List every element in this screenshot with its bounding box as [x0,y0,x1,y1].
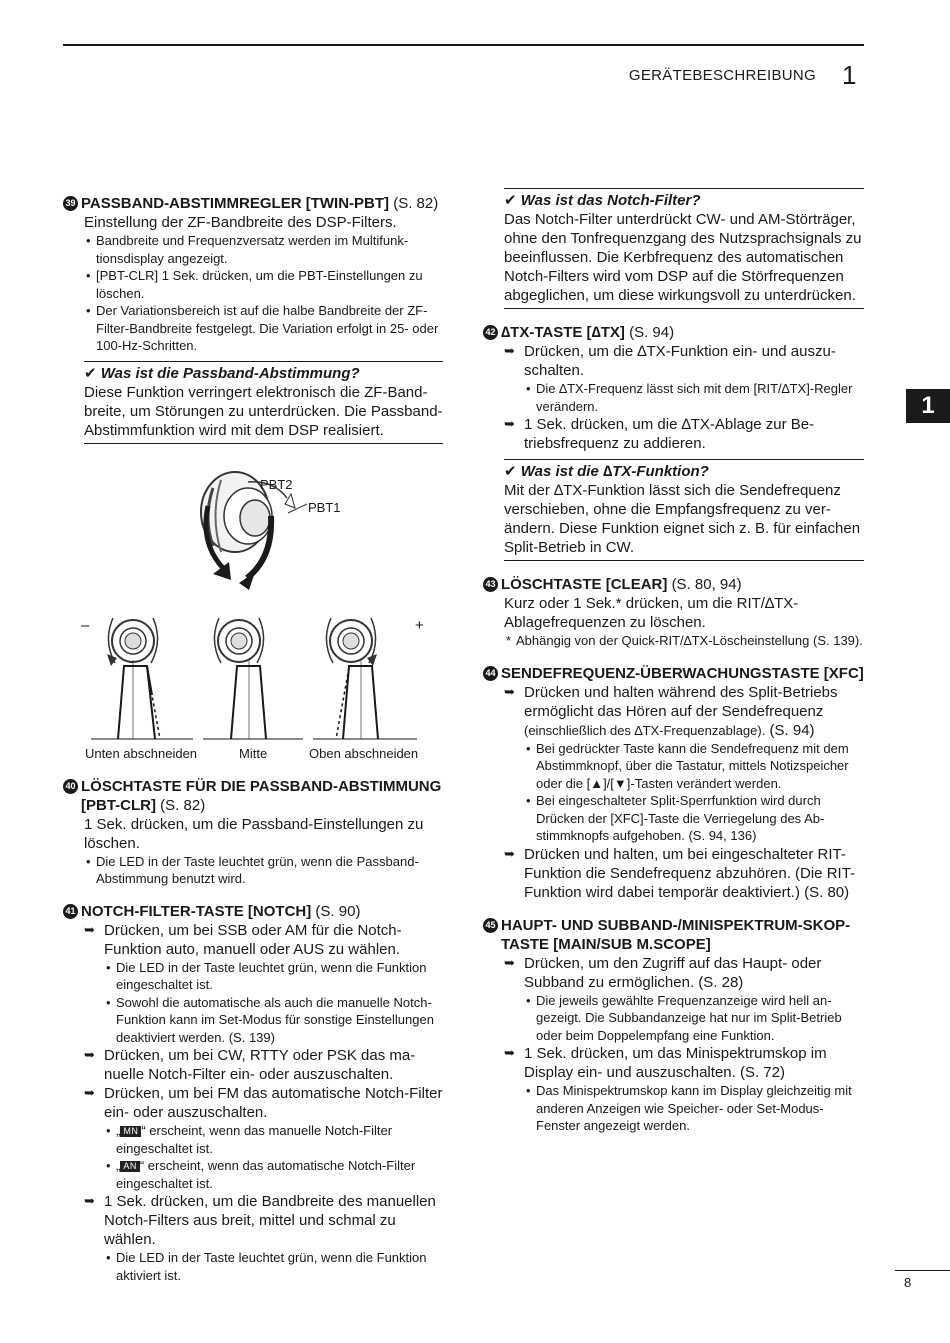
bullet-item: • Sowohl die automatische als auch die manuelle Notch-Funktion kann im Set-Modus für sonstige Einstellungen deaktiviert werden. (S. 139) [104,994,443,1047]
action-item: ➥ Drücken, um den Zugriff auf das Haupt- oder Subband zu ermöglichen. (S. 28) [504,954,864,992]
action-small-text: (einschließlich des ∆TX-Frequenzablage). [524,722,766,738]
section-title: SENDEFREQUENZ-ÜBERWACHUNGSTASTE [XFC] [501,664,864,682]
section-39 [63,194,443,763]
bullet-item: • Die LED in der Taste leuchtet grün, wenn die Funktion eingeschaltet ist. [104,959,443,994]
action-item: ➥ Drücken und halten, um bei eingeschalteter RIT-Funktion die Sendefrequenz abzuhören. (Die RIT-Funktion wird dabei temporär deaktiviert.) (S. 80) [504,845,864,902]
label-plus: + [415,616,424,634]
bullet-item: • Das Minispektrumskop kann im Display gleichzeitig mit anderen Anzeigen wie Speicher- oder Set-Modus-Fenster angezeigt werden. [524,1082,864,1135]
section-title-text: ∆TX-TASTE [∆TX] [501,324,625,341]
bullet-item: • Bei gedrückter Taste kann die Sendefrequenz mit dem Abstimmknopf, über die Tastatur, mittels Notizspeicher oder die [▲]/[▼]-Tasten verändert werden. [524,740,864,793]
section-description: Einstellung der ZF-Bandbreite des DSP-Filters. [84,214,397,231]
label-pbt1: PBT1 [308,499,341,515]
mn-indicator-badge: MN [120,1126,141,1137]
passband-mid-drawing [203,660,303,739]
chapter-side-tab: 1 [906,389,950,423]
section-heading [63,902,443,921]
caption-center: Mitte [239,745,268,761]
page-ref: (S. 82) [160,796,206,814]
info-box-passband [84,361,443,444]
quote-mark: „ [116,1123,121,1138]
section-40 [63,777,443,888]
info-box-title: ✔ Was ist das Notch-Filter? [504,192,701,209]
section-title-text: NOTCH-FILTER-TASTE [NOTCH] [81,902,312,920]
section-heading [483,575,864,594]
section-title [501,575,864,594]
section-number-badge: 39 [63,196,78,211]
info-box-title: ✔ Was ist die ∆TX-Funktion? [504,463,709,480]
bullet-text: “ erscheint, wenn das manuelle Notch-Filter eingeschaltet ist. [116,1123,393,1156]
info-box-text: Das Notch-Filter unterdrückt CW- und AM-Störträger, ohne den Tonfrequenzgang des Nutzsprachsignals zu beeinflussen. Die Kerbfrequenz des automatischen Notch-Filters wird vom DSP auf die Störfrequenzen abgeglichen, um diese wirkungsvoll zu unterdrücken. [504,211,862,304]
chapter-number: 1 [842,60,857,90]
bullet-item: • Die LED in der Taste leuchtet grün, wenn die Funktion aktiviert ist. [104,1249,443,1284]
section-title-text: LÖSCHTASTE [CLEAR] [501,576,668,593]
right-column [483,188,864,1149]
page-ref: (S. 90) [315,902,361,920]
section-description: 1 Sek. drücken, um die Passband-Einstellungen zu löschen. [84,815,424,852]
section-45 [483,916,864,1135]
action-item: ➥ Drücken, um bei CW, RTTY oder PSK das manuelle Notch-Filter ein- oder auszuschalten. [84,1046,443,1084]
page-ref: (S. 94) [629,324,675,341]
knob-left-drawing [107,618,158,666]
section-heading [483,916,864,954]
caption-cut-low: Unten abschneiden [85,745,198,761]
bullet-item: • Die jeweils gewählte Frequenzanzeige wird hell angezeigt. Die Subbandanzeige hat nur im Split-Betrieb oder beim Doppelempfang eine Funktion. [524,992,864,1045]
bullet-item: • Der Variationsbereich ist auf die halbe Bandbreite der ZF-Filter-Bandbreite festgelegt. Die Variation erfolgt in 25- oder 100-Hz-Schritten. [84,302,443,355]
knob-right-drawing [326,618,377,666]
info-box-delta-tx [504,459,864,561]
section-number-badge: 44 [483,666,498,681]
section-title [81,194,443,213]
bullet-item: • Bei eingeschalteter Split-Sperrfunktion wird durch Drücken der [XFC]-Taste die Verriegelung des Abstimmknopfs aufgehoben. (S. 94, 136) [524,792,864,845]
section-title [81,902,443,921]
section-number-badge: 42 [483,325,498,340]
section-42 [483,323,864,561]
bullet-item: • [PBT-CLR] 1 Sek. drücken, um die PBT-Einstellungen zu löschen. [84,267,443,302]
section-41 [63,902,443,1285]
section-description: Kurz oder 1 Sek.* drücken, um die RIT/∆TX-Ablagefrequenzen zu löschen. [504,595,799,631]
knob-mid-drawing [214,618,263,663]
section-43 [483,575,864,650]
bullet-item: • Die ∆TX-Frequenz lässt sich mit dem [RIT/∆TX]-Regler verändern. [524,380,864,415]
footnote: * Abhängig von der Quick-RIT/∆TX-Löscheinstellung (S. 139). [506,632,864,650]
action-item [504,683,864,740]
an-indicator-badge: AN [120,1161,140,1172]
action-item: ➥ Drücken, um die ∆TX-Funktion ein- und auszuschalten. [504,342,864,380]
running-header-title: GERÄTEBESCHREIBUNG [628,67,816,84]
passband-right-drawing [313,660,417,739]
bullet-item: • Die LED in der Taste leuchtet grün, wenn die Passband-Abstimmung benutzt wird. [84,853,443,888]
info-box-text: Diese Funktion verringert elektronisch die ZF-Bandbreite, um Störungen zu unterdrücken. Die Passband-Abstimmfunktion wird mit dem DSP realisiert. [84,383,443,439]
bullet-item [104,1157,443,1192]
label-pbt2: PBT2 [260,476,293,492]
section-heading [483,664,864,683]
info-box-text: Mit der ∆TX-Funktion lässt sich die Sendefrequenz verschieben, ohne die Empfangsfrequenz zu verändern. Diese Funktion eignet sich z. B. für einfachen Split-Betrieb in CW. [504,482,861,556]
twin-pbt-illustration [63,458,443,763]
section-number-badge: 41 [63,904,78,919]
twin-pbt-figure [63,458,443,763]
action-item: ➥ Drücken, um bei SSB oder AM für die Notch-Funktion auto, manuell oder AUS zu wählen. [84,921,443,959]
action-text: Drücken und halten während des Split-Betriebs ermöglicht das Hören auf der Sendefrequenz [524,683,838,720]
section-44 [483,664,864,902]
page-ref: (S. 94) [769,721,815,739]
section-title [81,777,443,815]
section-heading [483,323,864,342]
label-minus: – [81,616,90,634]
action-item: ➥ Drücken, um bei FM das automatische Notch-Filter ein- oder auszuschalten. [84,1084,443,1122]
bullet-text: “ erscheint, wenn das automatische Notch-Filter eingeschaltet ist. [116,1158,416,1191]
page-number: 8 [904,1275,912,1290]
page-number-rule [895,1270,950,1271]
section-title [501,323,864,342]
header-rule [63,44,864,46]
page-ref: (S. 80, 94) [671,576,742,593]
section-title: HAUPT- UND SUBBAND-/MINISPEKTRUM-SKOP-TASTE [MAIN/SUB M.SCOPE] [501,916,851,953]
section-number-badge: 45 [483,918,498,933]
section-heading [63,777,443,815]
section-heading [63,194,443,213]
section-title-text: LÖSCHTASTE FÜR DIE PASSBAND-ABSTIMMUNG [PBT-CLR] [81,777,442,814]
section-number-badge: 40 [63,779,78,794]
section-number-badge: 43 [483,577,498,592]
action-item: ➥ 1 Sek. drücken, um die ∆TX-Ablage zur Betriebsfrequenz zu addieren. [504,415,864,453]
bullet-item [104,1122,443,1157]
page-ref: (S. 82) [393,195,439,212]
section-title-text: PASSBAND-ABSTIMMREGLER [TWIN-PBT] [81,195,390,212]
quote-mark: „ [116,1158,121,1173]
bullet-item: • Bandbreite und Frequenzversatz werden im Multifunktionsdisplay angezeigt. [84,232,443,267]
passband-left-drawing [91,660,193,739]
info-box-title: ✔ Was ist die Passband-Abstimmung? [84,364,360,382]
action-item: ➥ 1 Sek. drücken, um die Bandbreite des manuellen Notch-Filters aus breit, mittel und schmal zu wählen. [84,1192,443,1249]
left-column [63,194,443,1298]
caption-cut-high: Oben abschneiden [309,745,419,761]
info-box-notch [504,188,864,309]
action-item: ➥ 1 Sek. drücken, um das Minispektrumskop im Display ein- und auszuschalten. (S. 72) [504,1044,864,1082]
